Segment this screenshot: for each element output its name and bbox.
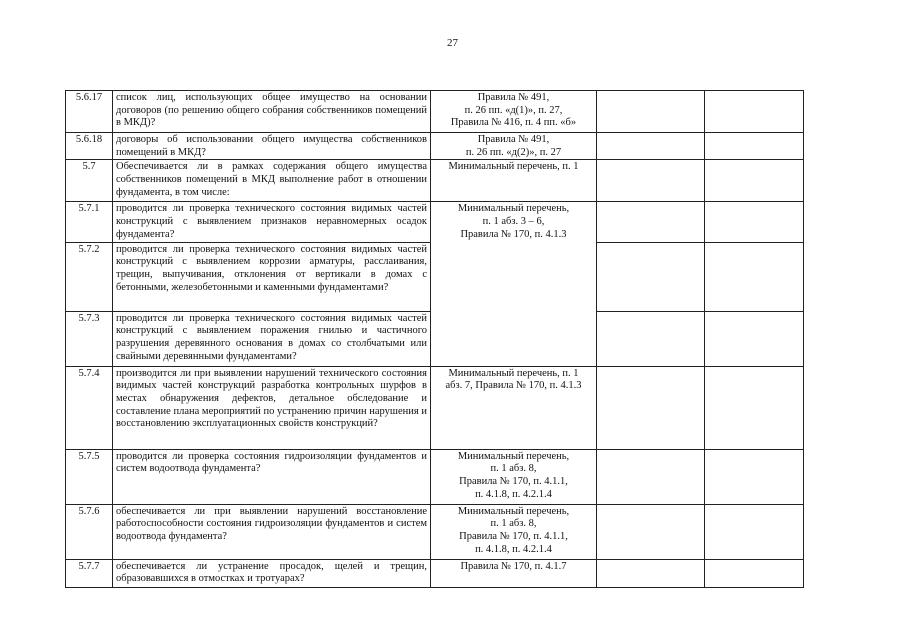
row-reference: Минимальный перечень, п. 1 абз. 3 – 6, Правила № 170, п. 4.1.3 bbox=[431, 202, 597, 366]
note-cell[interactable] bbox=[705, 311, 804, 366]
row-question: Обеспечивается ли в рамках содержания общего имущества собственников помещений в МКД выполнение работ в отношении фундамента, в том числе: bbox=[113, 160, 431, 202]
row-question: список лиц, использующих общее имущество на основании договоров (по решению общего собрания собственников помещений в МКД)? bbox=[113, 91, 431, 133]
row-question: проводится ли проверка технического состояния видимых частей конструкций с выявлением признаков неравномерных осадок фундамента? bbox=[113, 202, 431, 242]
answer-cell[interactable] bbox=[597, 91, 705, 133]
table-row bbox=[66, 91, 804, 133]
row-number: 5.7.5 bbox=[66, 449, 113, 504]
note-cell[interactable] bbox=[705, 449, 804, 504]
table-row bbox=[66, 133, 804, 160]
answer-cell[interactable] bbox=[597, 559, 705, 587]
note-cell[interactable] bbox=[705, 133, 804, 160]
row-number: 5.7.7 bbox=[66, 559, 113, 587]
row-reference: Минимальный перечень, п. 1 абз. 8, Правила № 170, п. 4.1.1, п. 4.1.8, п. 4.2.1.4 bbox=[431, 504, 597, 559]
note-cell[interactable] bbox=[705, 504, 804, 559]
row-question: проводится ли проверка состояния гидроизоляции фундаментов и систем водоотвода фундамента? bbox=[113, 449, 431, 504]
note-cell[interactable] bbox=[705, 91, 804, 133]
row-reference: Минимальный перечень, п. 1 абз. 8, Правила № 170, п. 4.1.1, п. 4.1.8, п. 4.2.1.4 bbox=[431, 449, 597, 504]
note-cell[interactable] bbox=[705, 202, 804, 242]
table-row bbox=[66, 160, 804, 202]
table-row bbox=[66, 504, 804, 559]
note-cell[interactable] bbox=[705, 242, 804, 311]
answer-cell[interactable] bbox=[597, 202, 705, 242]
answer-cell[interactable] bbox=[597, 133, 705, 160]
table-row bbox=[66, 449, 804, 504]
row-reference: Правила № 491, п. 26 пп. «д(1)», п. 27, Правила № 416, п. 4 пп. «б» bbox=[431, 91, 597, 133]
table-row bbox=[66, 202, 804, 242]
answer-cell[interactable] bbox=[597, 504, 705, 559]
row-reference: Минимальный перечень, п. 1 bbox=[431, 160, 597, 202]
row-reference: Правила № 491, п. 26 пп. «д(2)», п. 27 bbox=[431, 133, 597, 160]
checklist-table bbox=[65, 90, 804, 588]
row-number: 5.6.17 bbox=[66, 91, 113, 133]
answer-cell[interactable] bbox=[597, 311, 705, 366]
table-row bbox=[66, 559, 804, 587]
answer-cell[interactable] bbox=[597, 366, 705, 449]
answer-cell[interactable] bbox=[597, 242, 705, 311]
note-cell[interactable] bbox=[705, 160, 804, 202]
row-number: 5.7.1 bbox=[66, 202, 113, 242]
row-reference: Минимальный перечень, п. 1 абз. 7, Правила № 170, п. 4.1.3 bbox=[431, 366, 597, 449]
row-question: обеспечивается ли устранение просадок, щелей и трещин, образовавшихся в отмостках и тротуарах? bbox=[113, 559, 431, 587]
note-cell[interactable] bbox=[705, 559, 804, 587]
row-number: 5.7.6 bbox=[66, 504, 113, 559]
page-number: 27 bbox=[447, 37, 458, 49]
note-cell[interactable] bbox=[705, 366, 804, 449]
row-number: 5.7 bbox=[66, 160, 113, 202]
row-number: 5.6.18 bbox=[66, 133, 113, 160]
table-row bbox=[66, 366, 804, 449]
row-number: 5.7.2 bbox=[66, 242, 113, 311]
row-reference: Правила № 170, п. 4.1.7 bbox=[431, 559, 597, 587]
answer-cell[interactable] bbox=[597, 160, 705, 202]
answer-cell[interactable] bbox=[597, 449, 705, 504]
row-question: договоры об использовании общего имущества собственников помещений в МКД? bbox=[113, 133, 431, 160]
row-question: обеспечивается ли при выявлении нарушений восстановление работоспособности состояния гидроизоляции фундаментов и систем водоотвода фундамента? bbox=[113, 504, 431, 559]
row-number: 5.7.3 bbox=[66, 311, 113, 366]
row-question: производится ли при выявлении нарушений технического состояния видимых частей конструкций разработка контрольных шурфов в местах обнаружения дефектов, детальное обследование и составление плана мероприятий по устранению причин нарушения и восстановлению эксплуатационных свойств конструкций? bbox=[113, 366, 431, 449]
row-question: проводится ли проверка технического состояния видимых частей конструкций с выявлением поражения гнилью и частичного разрушения деревянного основания в домах со столбчатыми или свайными деревянными фундаментами? bbox=[113, 311, 431, 366]
row-question: проводится ли проверка технического состояния видимых частей конструкций с выявлением коррозии арматуры, расслаивания, трещин, выпучивания, отклонения от вертикали в домах с бетонными, железобетонными и каменными фундаментами? bbox=[113, 242, 431, 311]
row-number: 5.7.4 bbox=[66, 366, 113, 449]
